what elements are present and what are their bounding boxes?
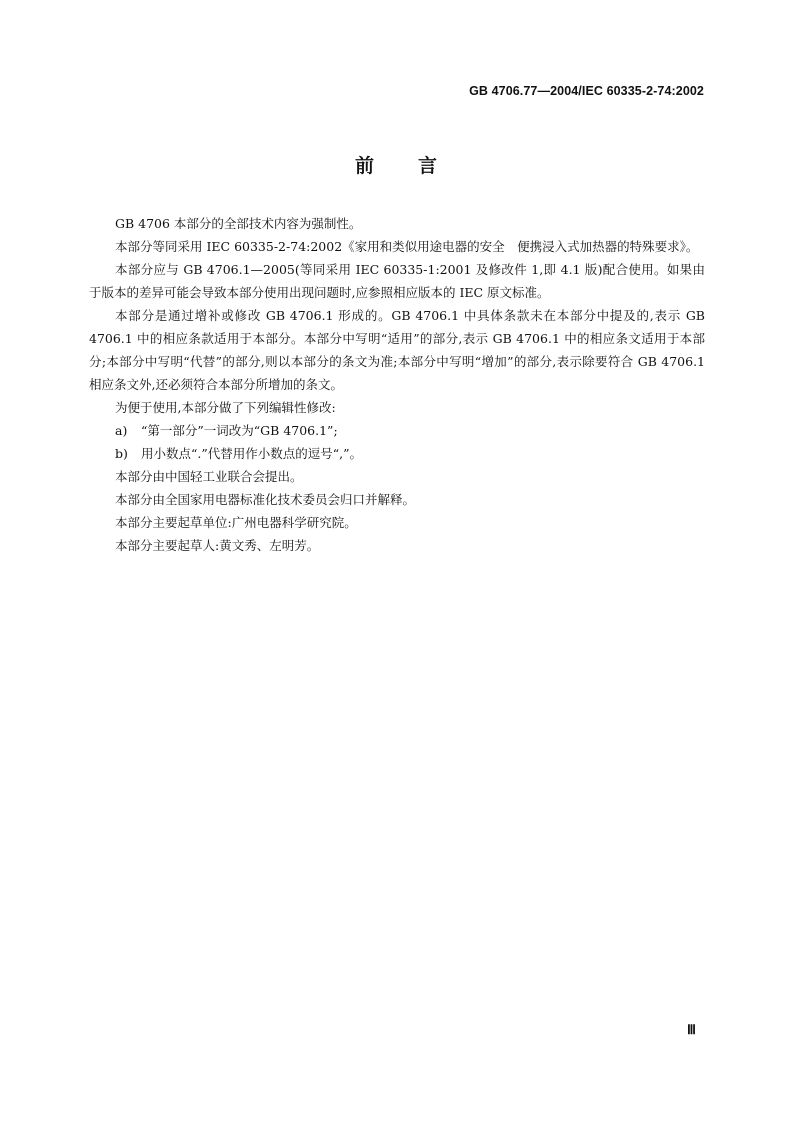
paragraph-drafters: 本部分主要起草人:黄文秀、左明芳。 [115, 538, 320, 553]
document-code-header: GB 4706.77—2004/IEC 60335-2-74:2002 [469, 84, 704, 98]
list-item-text: “第一部分”一词改为“GB 4706.1”; [141, 423, 338, 438]
section-title [0, 151, 794, 178]
paragraph-proposer: 本部分由中国轻工业联合会提出。 [115, 469, 303, 484]
list-item-mark: b) [115, 446, 128, 461]
paragraph-structure: 本部分是通过增补或修改 GB 4706.1 形成的。GB 4706.1 中具体条款未在本部分中提及的,表示 GB 4706.1 中的相应条款适用于本部分。本部分中写明“适用”的部分,表示 GB 4706.1 中的相应条文适用于本部分;本部分中写明“代替”的部分,则以本部分的条文为准;本部分中写明“增加”的部分,表示除要符合 GB 4706.1 相应条文外,还必须符合本部分所增加的条文。 [89, 308, 705, 392]
page-number: Ⅲ [687, 1022, 696, 1037]
foreword-body [89, 212, 705, 557]
paragraph-drafting-unit: 本部分主要起草单位:广州电器科学研究院。 [115, 515, 357, 530]
list-item-text: 用小数点“.”代替用作小数点的逗号“,”。 [141, 446, 363, 461]
paragraph-committee: 本部分由全国家用电器标准化技术委员会归口并解释。 [115, 492, 416, 507]
paragraph-adoption: 本部分等同采用 IEC 60335-2-74:2002《家用和类似用途电器的安全 便携浸入式加热器的特殊要求》。 [115, 239, 699, 254]
list-item [89, 442, 705, 465]
paragraph-edits-intro: 为便于使用,本部分做了下列编辑性修改: [115, 400, 336, 415]
title-char-1: 前 [354, 155, 376, 177]
title-char-2: 言 [418, 155, 440, 177]
list-item-mark: a) [115, 423, 128, 438]
paragraph-mandatory: GB 4706 本部分的全部技术内容为强制性。 [115, 216, 362, 231]
paragraph-usage: 本部分应与 GB 4706.1—2005(等同采用 IEC 60335-1:2001 及修改件 1,即 4.1 版)配合使用。如果由于版本的差异可能会导致本部分使用出现问题时,应参照相应版本的 IEC 原文标准。 [89, 262, 705, 300]
list-item [89, 419, 705, 442]
